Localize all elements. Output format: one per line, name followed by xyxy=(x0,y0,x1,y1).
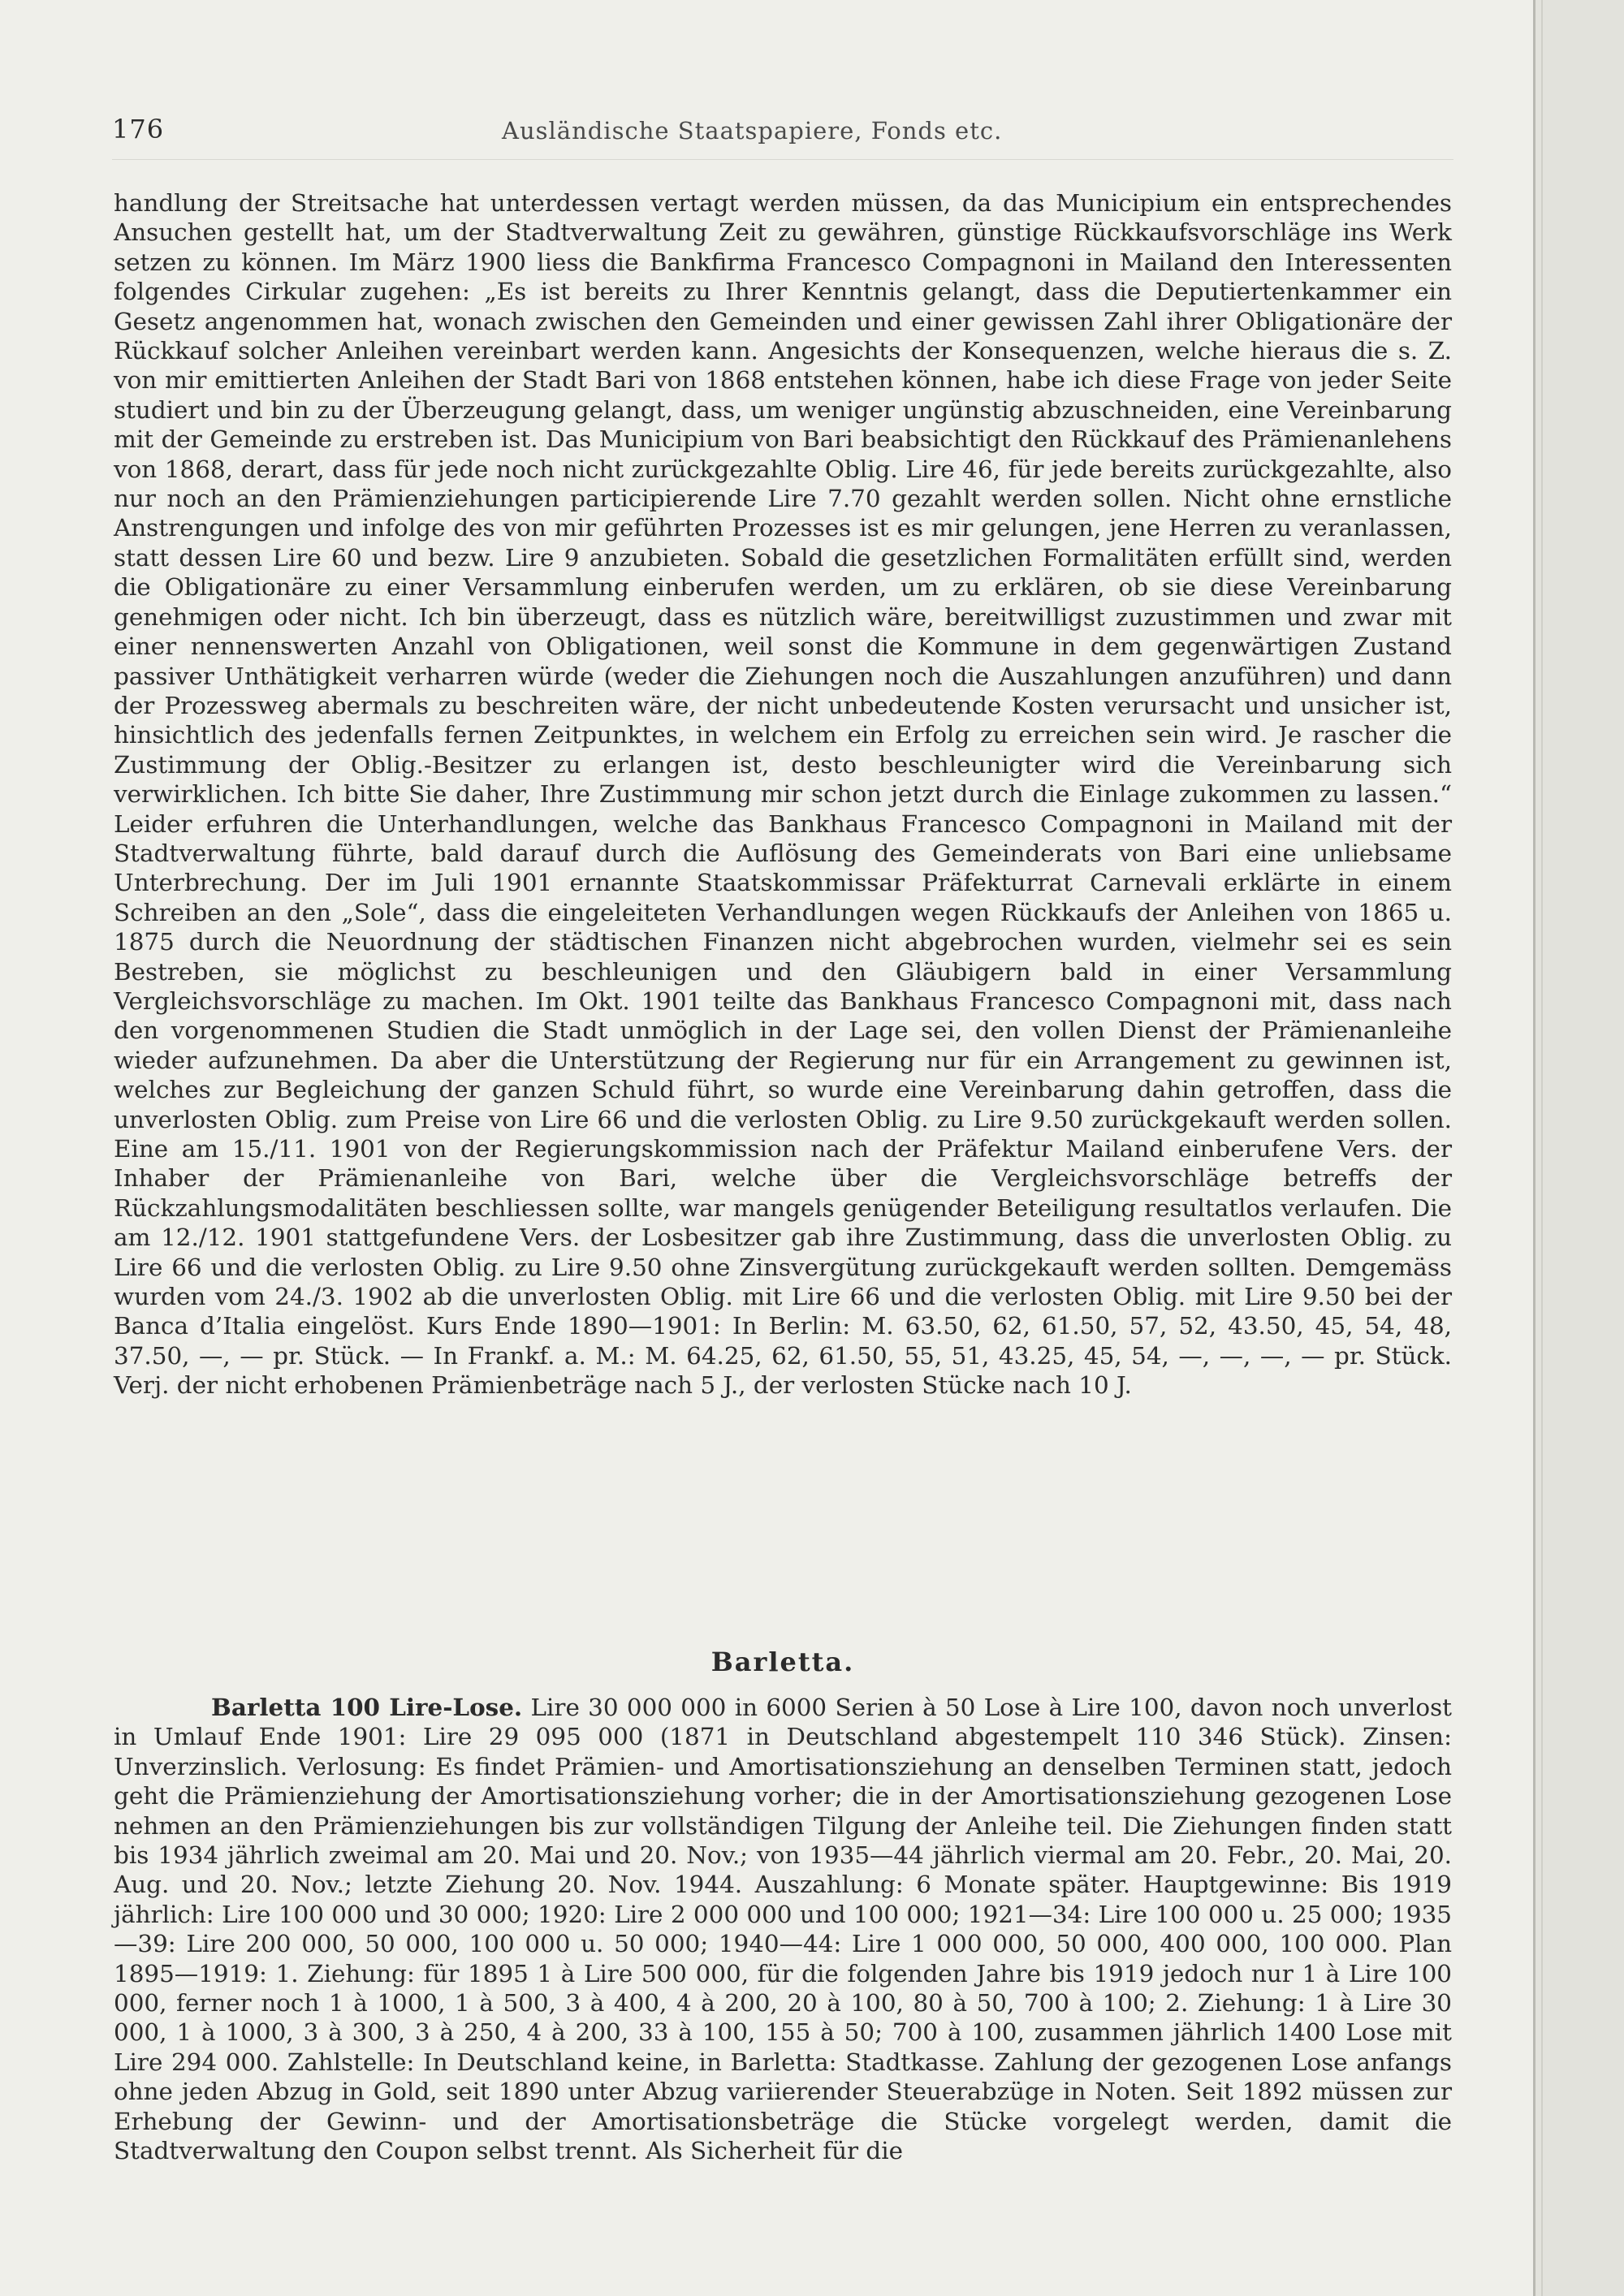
header-rule xyxy=(112,159,1453,160)
section-heading: Barletta. xyxy=(710,1646,855,1677)
continuation-text: handlung der Streitsache hat unterdessen vertagt werden müssen, da das Municipium ein entsprechendes Ansuchen gestellt hat, um der Stadtverwaltung Zeit zu gewähren, günstige Rückkaufsvorschläge ins Werk setzen zu können. Im März 1900 liess die Bankfirma Francesco Compagnoni in Mailand den Interessenten folgendes Cirkular zugehen: „Es ist bereits zu Ihrer Kenntnis gelangt, dass die Deputiertenkammer ein Gesetz angenommen hat, wonach zwischen den Gemeinden und einer gewissen Zahl ihrer Obligationäre der Rückkauf solcher Anleihen vereinbart werden kann. Angesichts der Konsequenzen, welche hieraus die s. Z. von mir emittierten Anleihen der Stadt Bari von 1868 entstehen können, habe ich diese Frage von jeder Seite studiert und bin zu der Überzeugung gelangt, dass, um weniger ungünstig abzuschneiden, eine Vereinbarung mit der Gemeinde zu erstreben ist. Das Municipium von Bari beabsichtigt den Rückkauf des Prämienanlehens von 1868, derart, dass für jede noch nicht zurückgezahlte Oblig. Lire 46, für jede bereits zurückgezahlte, also nur noch an den Prämienziehungen participierende Lire 7.70 gezahlt werden sollen. Nicht ohne ernstliche Anstrengungen und infolge des von mir geführten Prozesses ist es mir gelungen, jene Herren zu veranlassen, statt dessen Lire 60 und bezw. Lire 9 anzubieten. Sobald die gesetzlichen Formalitäten erfüllt sind, werden die Obligationäre zu einer Versammlung einberufen werden, um zu erklären, ob sie diese Vereinbarung genehmigen oder nicht. Ich bin überzeugt, dass es nützlich wäre, bereitwilligst zuzustimmen und zwar mit einer nennenswerten Anzahl von Obligationen, weil sonst die Kommune in dem gegenwärtigen Zustand passiver Unthätigkeit verharren würde (weder die Ziehungen noch die Auszahlungen anzuführen) und dann der Prozessweg abermals zu beschreiten wäre, der nicht unbedeutende Kosten verursacht und unsicher ist, hinsichtlich des jedenfalls fernen Zeitpunktes, in welchem ein Erfolg zu erreichen sein wird. Je rascher die Zustimmung der Oblig.-Besitzer zu erlangen ist, desto beschleunigter wird die Vereinbarung sich verwirklichen. Ich bitte Sie daher, Ihre Zustimmung mir schon jetzt durch die Einlage zukommen zu lassen.“ Leider erfuhren die Unterhandlungen, welche das Bankhaus Francesco Compagnoni in Mailand mit der Stadtverwaltung führte, bald darauf durch die Auflösung des Gemeinderats von Bari eine unliebsame Unterbrechung. Der im Juli 1901 ernannte Staatskommissar Präfekturrat Carnevali erklärte in einem Schreiben an den „Sole“, dass die eingeleiteten Verhandlungen wegen Rückkaufs der Anleihen von 1865 u. 1875 durch die Neuordnung der städtischen Finanzen nicht abgebrochen wurden, vielmehr sei es sein Bestreben, sie möglichst zu beschleunigen und den Gläubigern bald in einer Versammlung Vergleichsvorschläge zu machen. Im Okt. 1901 teilte das Bankhaus Francesco Compagnoni mit, dass nach den vorgenommenen Studien die Stadt unmöglich in der Lage sei, den vollen Dienst der Prämienanleihe wieder aufzunehmen. Da aber die Unterstützung der Regierung nur für ein Arrangement zu gewinnen ist, welches zur Begleichung der ganzen Schuld führt, so wurde eine Vereinbarung dahin getroffen, dass die unverlosten Oblig. zum Preise von Lire 66 und die verlosten Oblig. zu Lire 9.50 zurückgekauft werden sollen. Eine am 15./11. 1901 von der Regierungskommission nach der Präfektur Mailand einberufene Vers. der Inhaber der Prämienanleihe von Bari, welche über die Vergleichsvorschläge betreffs der Rückzahlungsmodalitäten beschliessen sollte, war mangels genügender Beteiligung resultatlos verlaufen. Die am 12./12. 1901 stattgefundene Vers. der Losbesitzer gab ihre Zustimmung, dass die unverlosten Oblig. zu Lire 66 und die verlosten Oblig. zu Lire 9.50 ohne Zinsvergütung zurückgekauft werden sollten. Demgemäss wurden vom 24./3. 1902 ab die unverlosten Oblig. mit Lire 66 und die verlosten Oblig. mit Lire 9.50 bei der Banca d’Italia eingelöst. Kurs Ende 1890—1901: In Berlin: M. 63.50, 62, 61.50, 57, 52, 43.50, 45, 54, 48, 37.50, —, — pr. Stück. — In Frankf. a. M.: M. 64.25, 62, 61.50, 55, 51, 43.25, 45, 54, —, —, —, — pr. Stück. Verj. der nicht erhobenen Prämienbeträge nach 5 J., der verlosten Stücke nach 10 J. xyxy=(114,189,1452,1400)
section-body xyxy=(114,1693,1452,2166)
continuation-paragraph xyxy=(114,188,1452,1400)
section-lead: Barletta 100 Lire-Lose. xyxy=(211,1693,523,1721)
running-title: Ausländische Staatspapiere, Fonds etc. xyxy=(502,117,1003,145)
page-gutter-line xyxy=(1541,0,1543,2296)
page-number: 176 xyxy=(112,114,165,145)
section-text: Lire 30 000 000 in 6000 Serien à 50 Lose à Lire 100, davon noch unverlost in Umlauf Ende 1901: Lire 29 095 000 (1871 in Deutschland abgestempelt 110 346 Stück). Zinsen: Unverzinslich. Verlosung: Es findet Prämien- und Amortisationsziehung an denselben Terminen statt, jedoch geht die Prämienziehung der Amortisationsziehung vorher; die in der Amortisationsziehung gezogenen Lose nehmen an den Prämienziehungen bis zur vollständigen Tilgung der Anleihe teil. Die Ziehungen finden statt bis 1934 jährlich zweimal am 20. Mai und 20. Nov.; von 1935—44 jährlich viermal am 20. Febr., 20. Mai, 20. Aug. und 20. Nov.; letzte Ziehung 20. Nov. 1944. Auszahlung: 6 Monate später. Hauptgewinne: Bis 1919 jährlich: Lire 100 000 und 30 000; 1920: Lire 2 000 000 und 100 000; 1921—34: Lire 100 000 u. 25 000; 1935—39: Lire 200 000, 50 000, 100 000 u. 50 000; 1940—44: Lire 1 000 000, 50 000, 400 000, 100 000. Plan 1895—1919: 1. Ziehung: für 1895 1 à Lire 500 000, für die folgenden Jahre bis 1919 jedoch nur 1 à Lire 100 000, ferner noch 1 à 1000, 1 à 500, 3 à 400, 4 à 200, 20 à 100, 80 à 50, 700 à 100; 2. Ziehung: 1 à Lire 30 000, 1 à 1000, 3 à 300, 3 à 250, 4 à 200, 33 à 100, 155 à 50; 700 à 100, zusammen jährlich 1400 Lose mit Lire 294 000. Zahlstelle: In Deutschland keine, in Barletta: Stadtkasse. Zahlung der gezogenen Lose anfangs ohne jeden Abzug in Gold, seit 1890 unter Abzug variierender Steuerabzüge in Noten. Seit 1892 müssen zur Erhebung der Gewinn- und der Amortisationsbeträge die Stücke vorgelegt werden, damit die Stadtverwaltung den Coupon selbst trennt. Als Sicherheit für die xyxy=(114,1694,1452,2165)
adjacent-page-edge xyxy=(1533,0,1624,2296)
page-header xyxy=(112,114,1453,156)
section-paragraph xyxy=(114,1693,1452,2166)
